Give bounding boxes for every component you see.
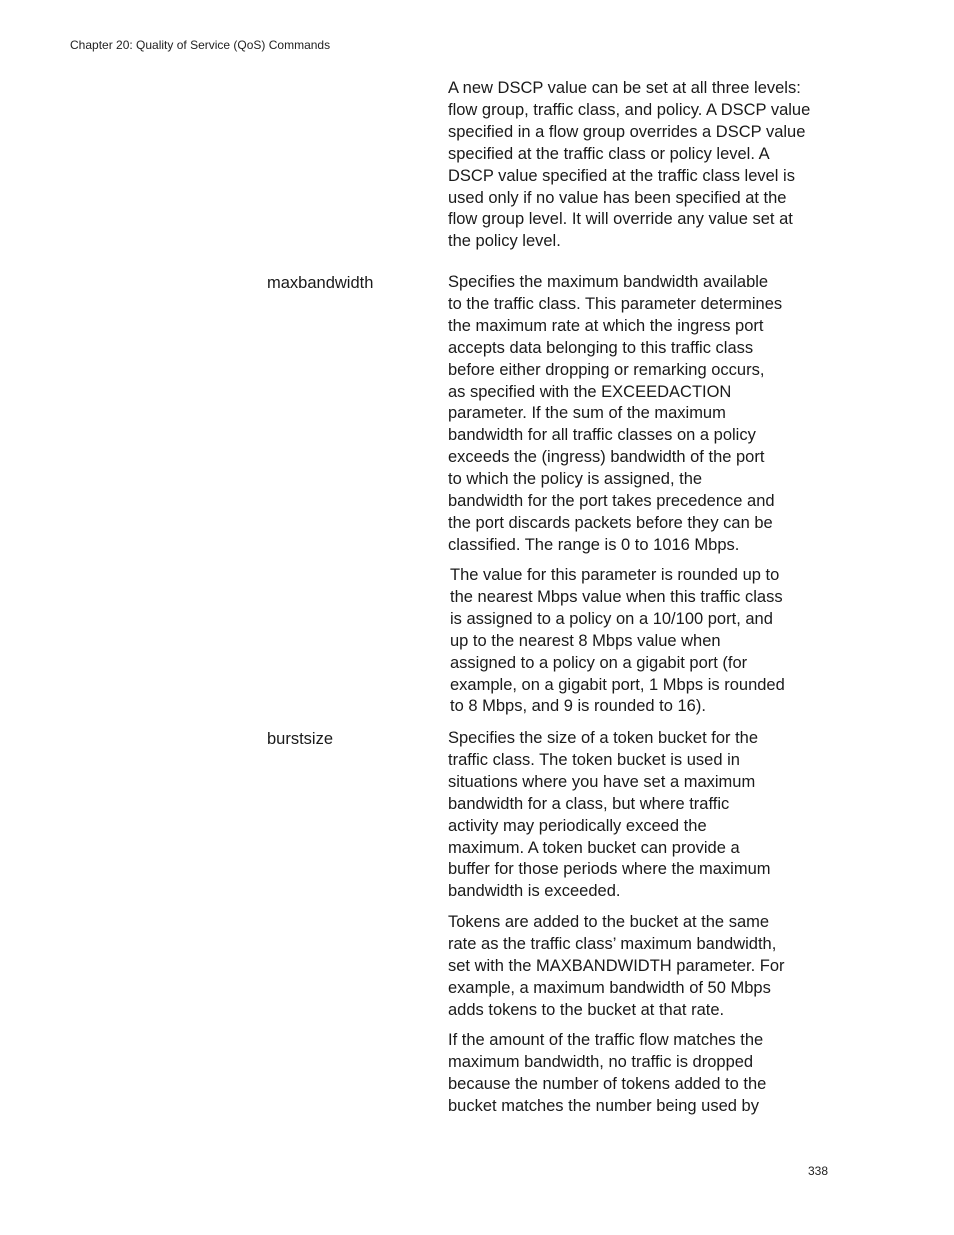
text-line: example, a maximum bandwidth of 50 Mbps	[448, 978, 771, 997]
text-line: assigned to a policy on a gigabit port (for	[450, 653, 748, 672]
text-line: the port discards packets before they can be	[448, 513, 773, 532]
burstsize-paragraph-1	[448, 728, 830, 903]
text-line: specified at the traffic class or policy level. A	[448, 144, 770, 163]
text-line: traffic class. The token bucket is used in	[448, 750, 740, 769]
text-line: adds tokens to the bucket at that rate.	[448, 1000, 725, 1019]
term-maxbandwidth: maxbandwidth	[267, 274, 374, 292]
maxbandwidth-paragraph-2	[450, 565, 832, 718]
text-line: to 8 Mbps, and 9 is rounded to 16).	[450, 697, 706, 716]
text-line: bandwidth for the port takes precedence and	[448, 492, 775, 511]
burstsize-paragraph-2	[448, 912, 830, 1022]
text-line: set with the MAXBANDWIDTH parameter. For	[448, 956, 785, 975]
page-number: 338	[807, 1164, 828, 1178]
text-line: maximum bandwidth, no traffic is dropped	[448, 1052, 754, 1071]
text-line: because the number of tokens added to the	[448, 1074, 767, 1093]
text-line: buffer for those periods where the maximum	[448, 860, 771, 879]
term-burstsize: burstsize	[267, 730, 334, 748]
text-line: exceeds the (ingress) bandwidth of the port	[448, 448, 765, 467]
text-line: is assigned to a policy on a 10/100 port, and	[450, 609, 773, 628]
text-line: DSCP value specified at the traffic class level is	[448, 166, 795, 185]
text-line: the policy level.	[448, 232, 561, 251]
text-line: classified. The range is 0 to 1016 Mbps.	[448, 535, 740, 554]
burstsize-paragraph-3	[448, 1030, 830, 1118]
text-line: the nearest Mbps value when this traffic class	[450, 587, 783, 606]
text-line: to the traffic class. This parameter determines	[448, 294, 783, 313]
text-line: as specified with the EXCEEDACTION	[448, 382, 732, 401]
text-line: used only if no value has been specified at the	[448, 188, 787, 207]
text-line: before either dropping or remarking occurs,	[448, 360, 765, 379]
text-line: bandwidth for all traffic classes on a policy	[448, 426, 756, 445]
text-line: Specifies the maximum bandwidth available	[448, 273, 769, 291]
text-line: the maximum rate at which the ingress port	[448, 316, 764, 335]
text-line: bucket matches the number being used by	[448, 1096, 759, 1115]
text-line: flow group, traffic class, and policy. A DSCP value	[448, 100, 811, 119]
text-line: A new DSCP value can be set at all three levels:	[448, 79, 801, 97]
text-line: parameter. If the sum of the maximum	[448, 404, 726, 423]
text-line: If the amount of the traffic flow matches the	[448, 1031, 764, 1049]
maxbandwidth-paragraph-1	[448, 272, 830, 557]
text-line: rate as the traffic class’ maximum bandwidth,	[448, 934, 777, 953]
text-line: maximum. A token bucket can provide a	[448, 838, 740, 857]
text-line: Tokens are added to the bucket at the same	[448, 913, 770, 931]
text-line: accepts data belonging to this traffic class	[448, 338, 754, 357]
text-line: flow group level. It will override any value set at	[448, 210, 793, 229]
text-line: situations where you have set a maximum	[448, 772, 756, 791]
text-line: bandwidth is exceeded.	[448, 882, 621, 901]
text-line: up to the nearest 8 Mbps value when	[450, 631, 721, 650]
text-line: to which the policy is assigned, the	[448, 470, 703, 489]
text-line: Specifies the size of a token bucket for the	[448, 729, 759, 747]
text-line: bandwidth for a class, but where traffic	[448, 794, 730, 813]
intro-paragraph	[448, 78, 830, 253]
text-line: activity may periodically exceed the	[448, 816, 707, 835]
text-line: example, on a gigabit port, 1 Mbps is rounded	[450, 675, 785, 694]
text-line: specified in a flow group overrides a DSCP value	[448, 122, 806, 141]
text-line: The value for this parameter is rounded up to	[450, 566, 780, 584]
running-header: Chapter 20: Quality of Service (QoS) Commands	[70, 38, 331, 52]
